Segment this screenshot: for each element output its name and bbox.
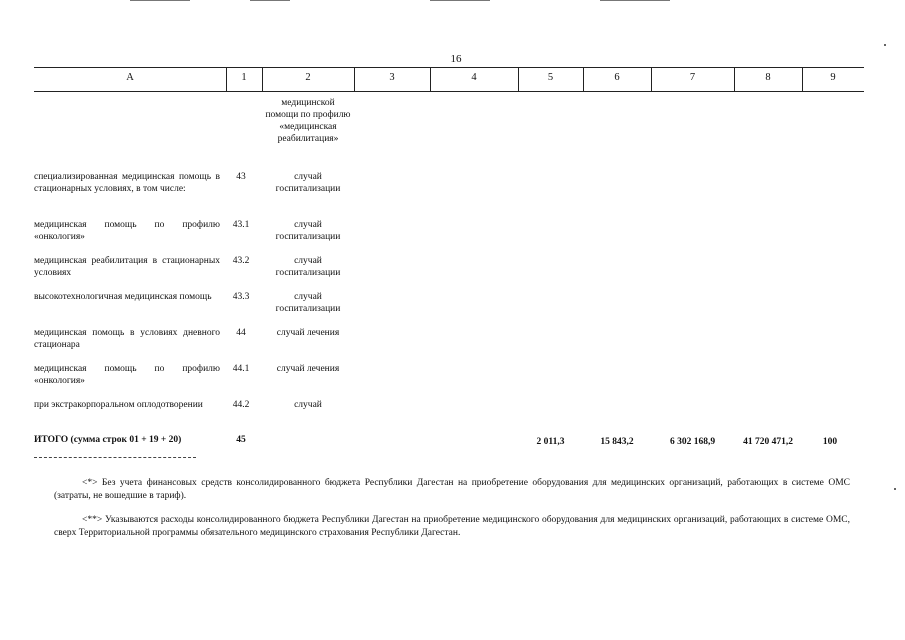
row-unit: случай госпитализации <box>275 256 341 278</box>
row-description: медицинская помощь в условиях дневного стационара <box>34 328 220 350</box>
column-header-2: 2 <box>305 72 311 83</box>
total-label: ИТОГО (сумма строк 01 + 19 + 20) <box>34 435 182 445</box>
row-description: высокотехнологичная медицинская помощь <box>34 292 212 302</box>
column-header-a: А <box>126 72 134 83</box>
scan-artifact <box>250 0 290 1</box>
row-unit: случай госпитализации <box>275 220 341 242</box>
row-description: при экстракорпоральном оплодотворении <box>34 400 203 410</box>
row-code: 43.3 <box>232 292 250 302</box>
footnote-1 <box>54 477 850 503</box>
column-header-7: 7 <box>689 72 696 83</box>
row-unit: случай госпитализации <box>275 172 341 194</box>
row-description: специализированная медицинская помощь в стационарных условиях, в том числе: <box>34 172 220 194</box>
row-unit: случай <box>294 400 322 410</box>
total-col8: 41 720 471,2 <box>743 437 793 447</box>
footnote-text: <**> Указываются расходы консолидированного бюджета Республики Дагестан на приобретение медицинского оборудования для медицинских организаций, работающих в системе ОМС, сверх Территориальной программы обязательного медицинского страхования Республики Дагестан. <box>54 515 850 538</box>
header-bottom-rule <box>34 91 864 92</box>
total-col7: 6 302 168,9 <box>669 437 716 447</box>
column-header-6: 6 <box>614 72 620 83</box>
scan-speck <box>884 44 886 46</box>
row-unit: случай госпитализации <box>275 292 341 314</box>
page-number: 16 <box>450 53 462 65</box>
total-col5: 2 011,3 <box>536 437 565 447</box>
column-header-4: 4 <box>471 72 477 83</box>
row-description: медицинская помощь по профилю «онкология» <box>34 364 220 386</box>
row-code: 44.2 <box>232 400 250 410</box>
scan-artifact <box>130 0 190 1</box>
total-col9: 100 <box>822 437 838 447</box>
row-code: 43.2 <box>232 256 250 266</box>
scan-speck <box>894 488 896 490</box>
row-description: медицинская реабилитация в стационарных условиях <box>34 256 220 278</box>
column-header-5: 5 <box>547 72 554 83</box>
column-header-8: 8 <box>765 72 771 83</box>
scan-artifact <box>600 0 670 1</box>
footnote-text: <*> Без учета финансовых средств консолидированного бюджета Республики Дагестан на приобретение оборудования для медицинских организаций, работающих в системе ОМС (затраты, не вошедшие в тариф). <box>54 478 850 501</box>
header-top-rule <box>34 67 864 68</box>
row-unit: случай лечения <box>276 328 340 338</box>
column-header-3: 3 <box>389 72 395 83</box>
column-header-9: 9 <box>830 72 836 83</box>
total-col6: 15 843,2 <box>600 437 634 447</box>
row-description: медицинская помощь по профилю «онкология» <box>34 220 220 242</box>
total-code: 45 <box>236 435 246 445</box>
row-code: 44.1 <box>232 364 250 374</box>
carryover-unit: медицинской помощи по профилю «медицинская реабилитация» <box>265 98 351 144</box>
row-code: 43 <box>236 172 246 182</box>
footnote-2 <box>54 514 850 540</box>
row-code: 43.1 <box>232 220 250 230</box>
row-code: 44 <box>236 328 246 338</box>
column-header-1: 1 <box>241 72 247 83</box>
footnote-separator <box>34 457 196 458</box>
scan-artifact <box>430 0 490 1</box>
row-unit: случай лечения <box>276 364 340 374</box>
